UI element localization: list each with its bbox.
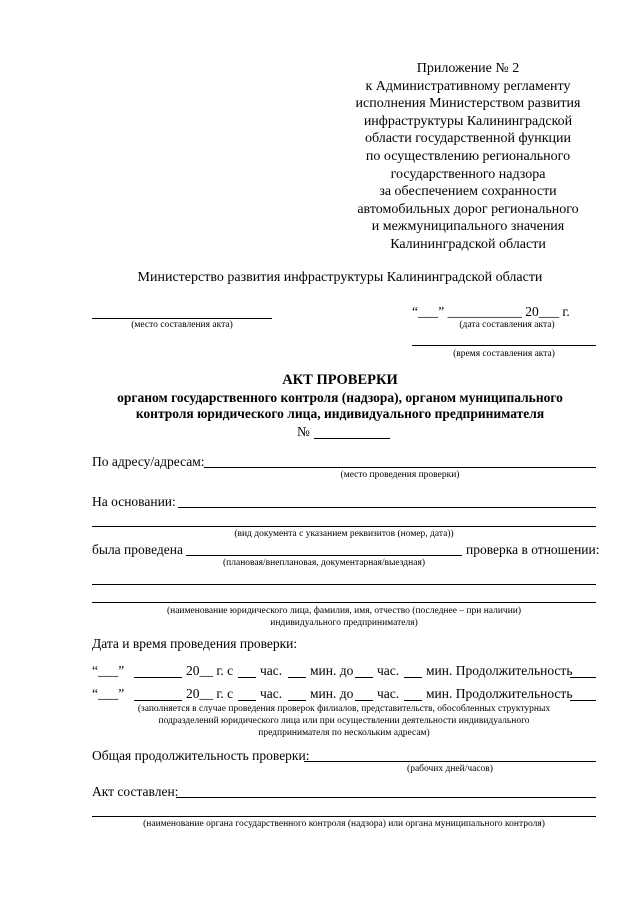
dt-day-field[interactable]: “___” [92, 686, 125, 701]
dt-year-label: 20__ г. с [186, 663, 234, 678]
compiled-caption: (наименование органа государственного контроля (надзора) или органа муниципального контроля) [143, 819, 545, 829]
dt-min-to-field[interactable] [404, 677, 422, 678]
appendix-line: Калининградской области [390, 236, 546, 252]
dt-hour-from-field[interactable] [238, 677, 256, 678]
dt-duration-label: мин. Продолжительность [426, 663, 573, 678]
date-field[interactable]: “___” ___________ 20___ г. [412, 304, 570, 319]
dt-note-1: (заполняется в случае проведения проверок филиалов, представительств, обособленных структурных [137, 704, 551, 714]
dt-day-field[interactable]: “___” [92, 663, 125, 678]
dt-year-label: 20__ г. с [186, 686, 234, 701]
address-caption: (место проведения проверки) [340, 470, 460, 480]
date-caption: (дата составления акта) [459, 320, 555, 330]
dt-note-3: предпринимателя по нескольким адресам) [258, 728, 430, 738]
dt-min-from-field[interactable] [288, 700, 306, 701]
duration-field[interactable] [304, 761, 596, 762]
ministry-name: Министерство развития инфраструктуры Калининградской области [137, 270, 543, 285]
datetime-label: Дата и время проведения проверки: [92, 636, 298, 651]
entity-caption-1: (наименование юридического лица, фамилия, имя, отчество (последнее – при наличии) [166, 606, 522, 616]
act-number-label: № [297, 424, 310, 439]
compiled-field[interactable] [176, 797, 596, 798]
appendix-line: за обеспечением сохранности [379, 184, 557, 200]
dt-month-field[interactable] [134, 700, 182, 701]
dt-note-2: подразделений юридического лица или при осуществлении деятельности индивидуального [158, 716, 530, 726]
act-number-field[interactable] [314, 438, 390, 439]
appendix-line: и межмуниципального значения [371, 219, 565, 235]
act-title: АКТ ПРОВЕРКИ [282, 372, 398, 388]
dt-hour2-label: час. [377, 686, 400, 701]
dt-duration-label: мин. Продолжительность [426, 686, 573, 701]
compiled-field-2[interactable] [92, 816, 596, 817]
dt-month-field[interactable] [134, 677, 182, 678]
place-caption: (место составления акта) [131, 320, 233, 330]
dt-duration-field[interactable] [570, 700, 596, 701]
dt-duration-field[interactable] [570, 677, 596, 678]
entity-field-1[interactable] [92, 584, 596, 585]
conducted-field[interactable] [186, 555, 462, 556]
appendix-line: по осуществлению регионального [365, 148, 571, 164]
compiled-label: Акт составлен: [92, 784, 179, 799]
conducted-right-label: проверка в отношении: [466, 542, 600, 557]
entity-field-2[interactable] [92, 602, 596, 603]
conducted-caption: (плановая/внеплановая, документарная/выездная) [223, 558, 425, 568]
dt-hour-from-field[interactable] [238, 700, 256, 701]
appendix-block [340, 60, 596, 254]
dt-hour-label: час. [260, 686, 283, 701]
act-subtitle-2: контроля юридического лица, индивидуального предпринимателя [135, 406, 545, 421]
appendix-line: государственного надзора [390, 166, 546, 182]
appendix-line: области государственной функции [364, 131, 572, 147]
dt-min-to-label: мин. до [310, 663, 354, 678]
appendix-line: автомобильных дорог регионального [357, 201, 579, 217]
time-field[interactable] [412, 345, 596, 346]
dt-min-to-field[interactable] [404, 700, 422, 701]
dt-min-from-field[interactable] [288, 677, 306, 678]
basis-label: На основании: [92, 494, 176, 509]
place-field[interactable] [92, 318, 272, 319]
dt-hour-label: час. [260, 663, 283, 678]
basis-field[interactable] [178, 507, 596, 508]
dt-hour2-label: час. [377, 663, 400, 678]
dt-min-to-label: мин. до [310, 686, 354, 701]
act-subtitle-1: органом государственного контроля (надзора), органом муниципального [117, 390, 563, 405]
appendix-line: к Административному регламенту [365, 78, 571, 94]
conducted-label: была проведена [92, 542, 183, 557]
duration-caption: (рабочих дней/часов) [407, 764, 493, 774]
duration-label: Общая продолжительность проверки: [92, 748, 310, 763]
entity-caption-2: индивидуального предпринимателя) [270, 618, 418, 628]
address-field[interactable] [204, 467, 596, 468]
basis-field-2[interactable] [92, 526, 596, 527]
appendix-line: исполнения Министерством развития [355, 96, 581, 112]
basis-caption: (вид документа с указанием реквизитов (номер, дата)) [234, 529, 454, 539]
appendix-line: инфраструктуры Калининградской [363, 113, 573, 129]
address-label: По адресу/адресам: [92, 454, 205, 469]
appendix-line: Приложение № 2 [416, 61, 520, 76]
dt-hour-to-field[interactable] [355, 677, 373, 678]
dt-hour-to-field[interactable] [355, 700, 373, 701]
time-caption: (время составления акта) [453, 349, 555, 359]
